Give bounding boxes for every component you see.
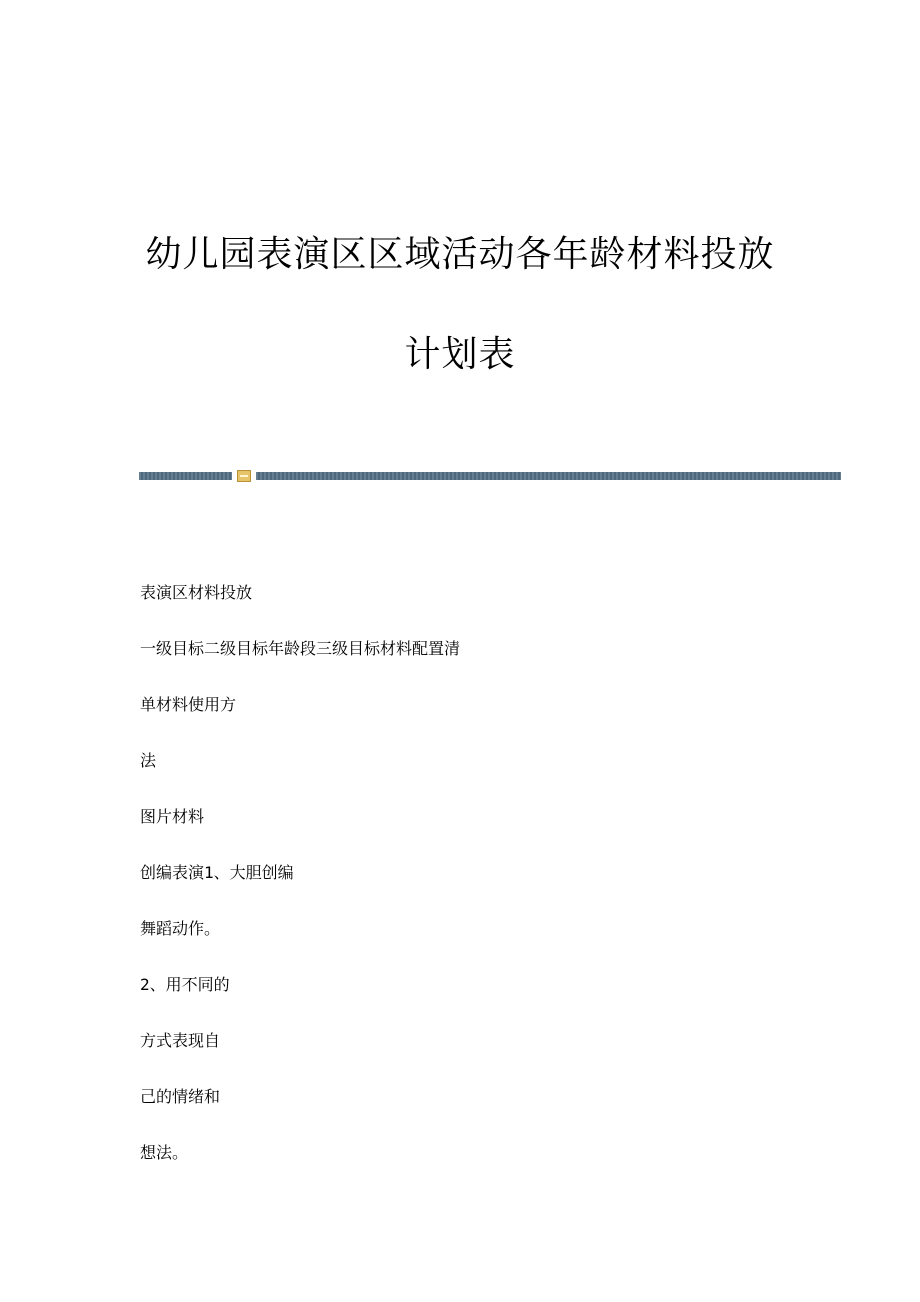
- body-line: 图片材料: [140, 807, 205, 826]
- envelope-icon: [237, 470, 251, 482]
- body-line: 一级目标二级目标年龄段三级目标材料配置清: [140, 639, 461, 658]
- document-body: [140, 565, 840, 1181]
- body-line: 2、用不同的: [140, 975, 230, 994]
- divider-bar-left: [139, 472, 232, 480]
- body-line: 单材料使用方: [140, 695, 237, 714]
- body-line: 舞蹈动作。: [140, 919, 221, 938]
- document-title: [0, 205, 920, 405]
- divider-bar-right: [256, 472, 841, 480]
- body-line: 想法。: [140, 1143, 189, 1162]
- decorative-divider: [139, 470, 841, 482]
- body-line: 法: [140, 751, 157, 770]
- title-line-1: 幼儿园表演区区域活动各年龄材料投放: [145, 234, 775, 275]
- body-line: 创编表演1、大胆创编: [140, 863, 294, 882]
- body-line: 表演区材料投放: [140, 583, 253, 602]
- body-line: 方式表现自: [140, 1031, 221, 1050]
- body-line: 己的情绪和: [140, 1087, 221, 1106]
- title-line-2: 计划表: [404, 334, 516, 375]
